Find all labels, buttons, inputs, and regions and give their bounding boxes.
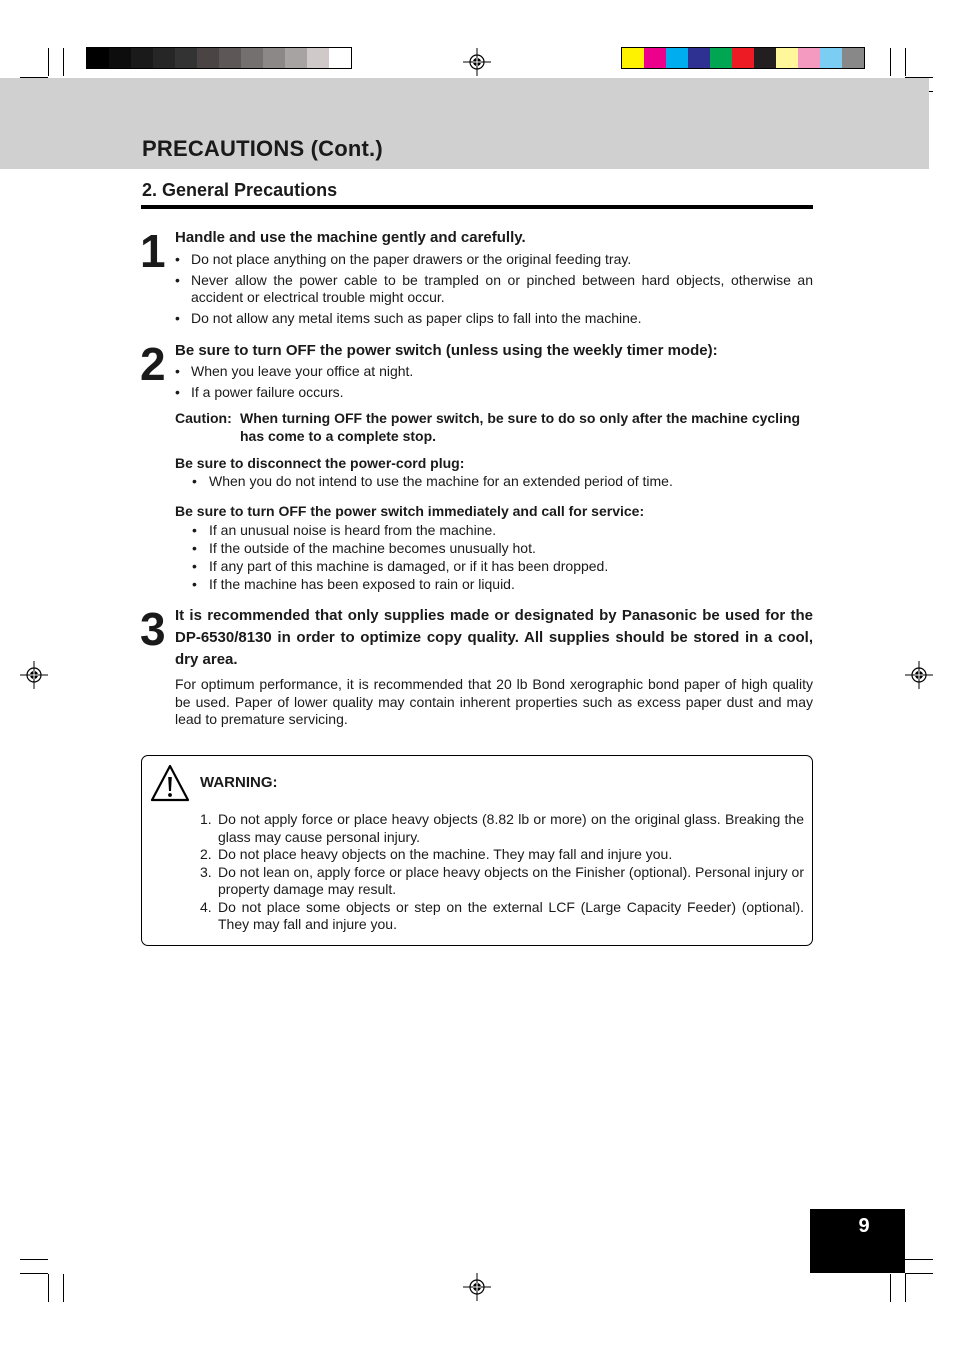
color-swatch — [776, 48, 798, 68]
bullet-list — [175, 363, 813, 402]
color-swatch — [175, 48, 197, 68]
process-color-bar — [621, 47, 865, 69]
color-swatch — [688, 48, 710, 68]
bullet-list — [175, 473, 813, 491]
warning-triangle-icon — [150, 764, 190, 802]
step-heading: It is recommended that only supplies made or designated by Panasonic be used for the DP-6530/8130 in order to optimize copy quality. All supplies should be stored in a cool, dry area. — [175, 607, 813, 668]
list-item: 2. Do not place heavy objects on the machine. They may fall and injure you. — [200, 846, 673, 862]
disconnect-heading: Be sure to disconnect the power-cord plug: — [175, 455, 465, 471]
color-swatch — [109, 48, 131, 68]
caution-label: Caution: — [175, 410, 232, 426]
bullet-list — [175, 522, 813, 594]
color-swatch — [644, 48, 666, 68]
step-1-content — [175, 228, 813, 328]
color-swatch — [622, 48, 644, 68]
list-item: • If any part of this machine is damaged, or if it has been dropped. — [175, 558, 813, 576]
color-swatch — [798, 48, 820, 68]
step-heading: Be sure to turn OFF the power switch (unless using the weekly timer mode): — [175, 342, 718, 359]
step-body: For optimum performance, it is recommended that 20 lb Bond xerographic bond paper of high quality be used. Paper of lower quality may contain inherent properties such as excess paper dust and may lead to premature servicing. — [175, 676, 813, 727]
service-heading: Be sure to turn OFF the power switch immediately and call for service: — [175, 503, 645, 519]
color-swatch — [197, 48, 219, 68]
step-3-content — [175, 605, 813, 729]
step-2-content — [175, 341, 813, 594]
step-number: 3 — [140, 603, 166, 655]
section-title: 2. General Precautions — [142, 180, 338, 200]
color-swatch — [131, 48, 153, 68]
list-item: 3. Do not lean on, apply force or place heavy objects on the Finisher (optional). Personal injury or property damage may result. — [200, 863, 804, 897]
step-heading: Handle and use the machine gently and carefully. — [175, 229, 526, 246]
list-item: 1. Do not apply force or place heavy objects (8.82 lb or more) on the original glass. Breaking the glass may cause personal injury. — [200, 811, 804, 845]
list-item: • Do not allow any metal items such as paper clips to fall into the machine. — [175, 310, 813, 328]
registration-mark-icon — [20, 661, 48, 689]
bullet-list — [175, 251, 813, 328]
color-swatch — [87, 48, 109, 68]
grayscale-color-bar — [86, 47, 352, 69]
caution-note — [175, 410, 813, 445]
list-item: • If a power failure occurs. — [175, 384, 813, 402]
section-divider — [141, 205, 813, 209]
list-item: • Do not place anything on the paper drawers or the original feeding tray. — [175, 251, 813, 269]
list-item: • If the machine has been exposed to rain or liquid. — [175, 576, 813, 594]
warning-title: WARNING: — [200, 774, 278, 791]
list-item: • If an unusual noise is heard from the machine. — [175, 522, 813, 540]
warning-list — [200, 811, 804, 934]
page-number: 9 — [858, 1215, 870, 1237]
registration-mark-icon — [463, 48, 491, 76]
color-swatch — [329, 48, 351, 68]
color-swatch — [666, 48, 688, 68]
color-swatch — [219, 48, 241, 68]
color-swatch — [263, 48, 285, 68]
color-swatch — [842, 48, 864, 68]
list-item: • Never allow the power cable to be trampled on or pinched between hard objects, otherwise an accident or electrical trouble might occur. — [175, 272, 813, 307]
color-swatch — [153, 48, 175, 68]
color-swatch — [241, 48, 263, 68]
list-item: • If the outside of the machine becomes unusually hot. — [175, 540, 813, 558]
step-number: 2 — [140, 338, 166, 390]
page-title: PRECAUTIONS (Cont.) — [142, 136, 383, 161]
header-band — [0, 78, 929, 169]
registration-mark-icon — [905, 661, 933, 689]
color-swatch — [732, 48, 754, 68]
list-item: • When you leave your office at night. — [175, 363, 813, 381]
step-number: 1 — [140, 225, 166, 277]
color-swatch — [820, 48, 842, 68]
color-swatch — [307, 48, 329, 68]
list-item: • When you do not intend to use the machine for an extended period of time. — [175, 473, 813, 491]
color-swatch — [710, 48, 732, 68]
registration-mark-icon — [463, 1273, 491, 1301]
color-swatch — [285, 48, 307, 68]
caution-text: When turning OFF the power switch, be sure to do so only after the machine cycling has come to a complete stop. — [240, 410, 801, 444]
list-item: 4. Do not place some objects or step on the external LCF (Large Capacity Feeder) (optional). They may fall and injure you. — [200, 898, 804, 932]
color-swatch — [754, 48, 776, 68]
